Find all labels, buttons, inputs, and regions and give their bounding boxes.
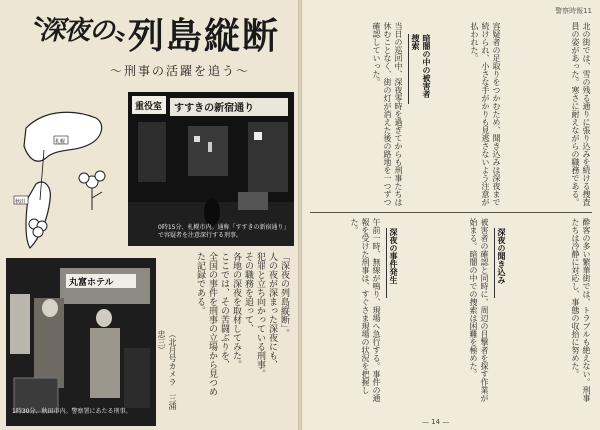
intro-text-block [162,252,290,402]
text-column: 酔客の多い繁華街では、トラブルも絶えない。刑事たちは冷静に対応し、事態の収拾に努めた。 [571,218,591,402]
japan-map-illustration [6,88,126,253]
photo2-caption: 1時30分、秋田市内。警察署にあたる刑事。 [12,408,132,415]
photo-night-street [128,92,294,246]
headline-quote: 〝深夜の〟 [14,16,140,46]
photo-hotel-scene [6,258,156,426]
intro-line: その職務を追って、 [243,252,253,333]
map-label-sapporo: 札幌 [55,139,66,145]
text-column: 被害者の確認と同時に、周辺の目撃者を探す作業が始まる。暗闇の中での捜索は困難を極めた。 [469,218,489,402]
text-column: 午前一時、無線が鳴り、現場へ急行する。事件の通報を受けた刑事は、すぐさま現場の状況を把握した。 [350,218,381,402]
text-column: 当日の巡回中、深夜零時を過ぎてからも刑事たちは休むことなく、街の灯が消えた後の路地を一つずつ確認していった。 [372,22,403,206]
running-head: 警察時報11 [555,7,592,15]
section-heading: 深夜の聞き込み [494,228,508,298]
intro-line: 犯罪と立ち向かっている刑事。 [255,252,265,378]
flower-decoration-icon [79,171,105,210]
section-heading: 暗闇の中の被害者捜索 [408,34,433,104]
intro-line: 人の夜が深まった深夜にも、 [267,252,277,369]
article-subtitle: 〜刑事の活躍を追う〜 [110,64,251,78]
article-headline [10,6,292,57]
intro-line: 「深夜の列島縦断」。 [279,252,289,338]
left-page [0,0,298,430]
map-label-akita: 秋田 [15,199,26,205]
hotel-scene-image [6,258,156,426]
intro-line: 各地の深夜を取材してみた。 [231,252,241,369]
sign-text-2: すすきの新宿通り [174,103,255,114]
headline-main: 列島縦断 [128,15,281,57]
intro-line: 全国の事件を刑事の立場から見つめた記録である。 [195,252,217,396]
right-page [302,0,600,430]
text-column: 北の街では、雪の残る通りに張り込みを続ける捜査員の姿があった。寒さに耐えながらの職務である。 [571,22,591,206]
column-divider [310,212,592,213]
photo1-caption: 0時15分、札幌市内。通称「すすきの新宿通り」で容疑者を注意深行する刑事。 [158,224,290,239]
honshu-outline [26,182,50,248]
sign-text-1: 重役室 [135,102,163,112]
photographer-credit: （北月号カメラ 三浦 忠三） [157,330,177,418]
night-street-image [128,92,294,246]
section-heading: 深夜の事件発生 [386,228,400,298]
page-number: — 14 — [422,418,450,426]
text-column: 容疑者の足取りをつかむため、聞き込みは深夜まで続けられ、小さな手がかりも見逃さないよう注意が払われた。 [470,22,501,206]
intro-line: ここでは、その苦闘ぶりを、 [219,252,229,369]
hotel-sign-text: 丸富ホテル [69,278,114,288]
